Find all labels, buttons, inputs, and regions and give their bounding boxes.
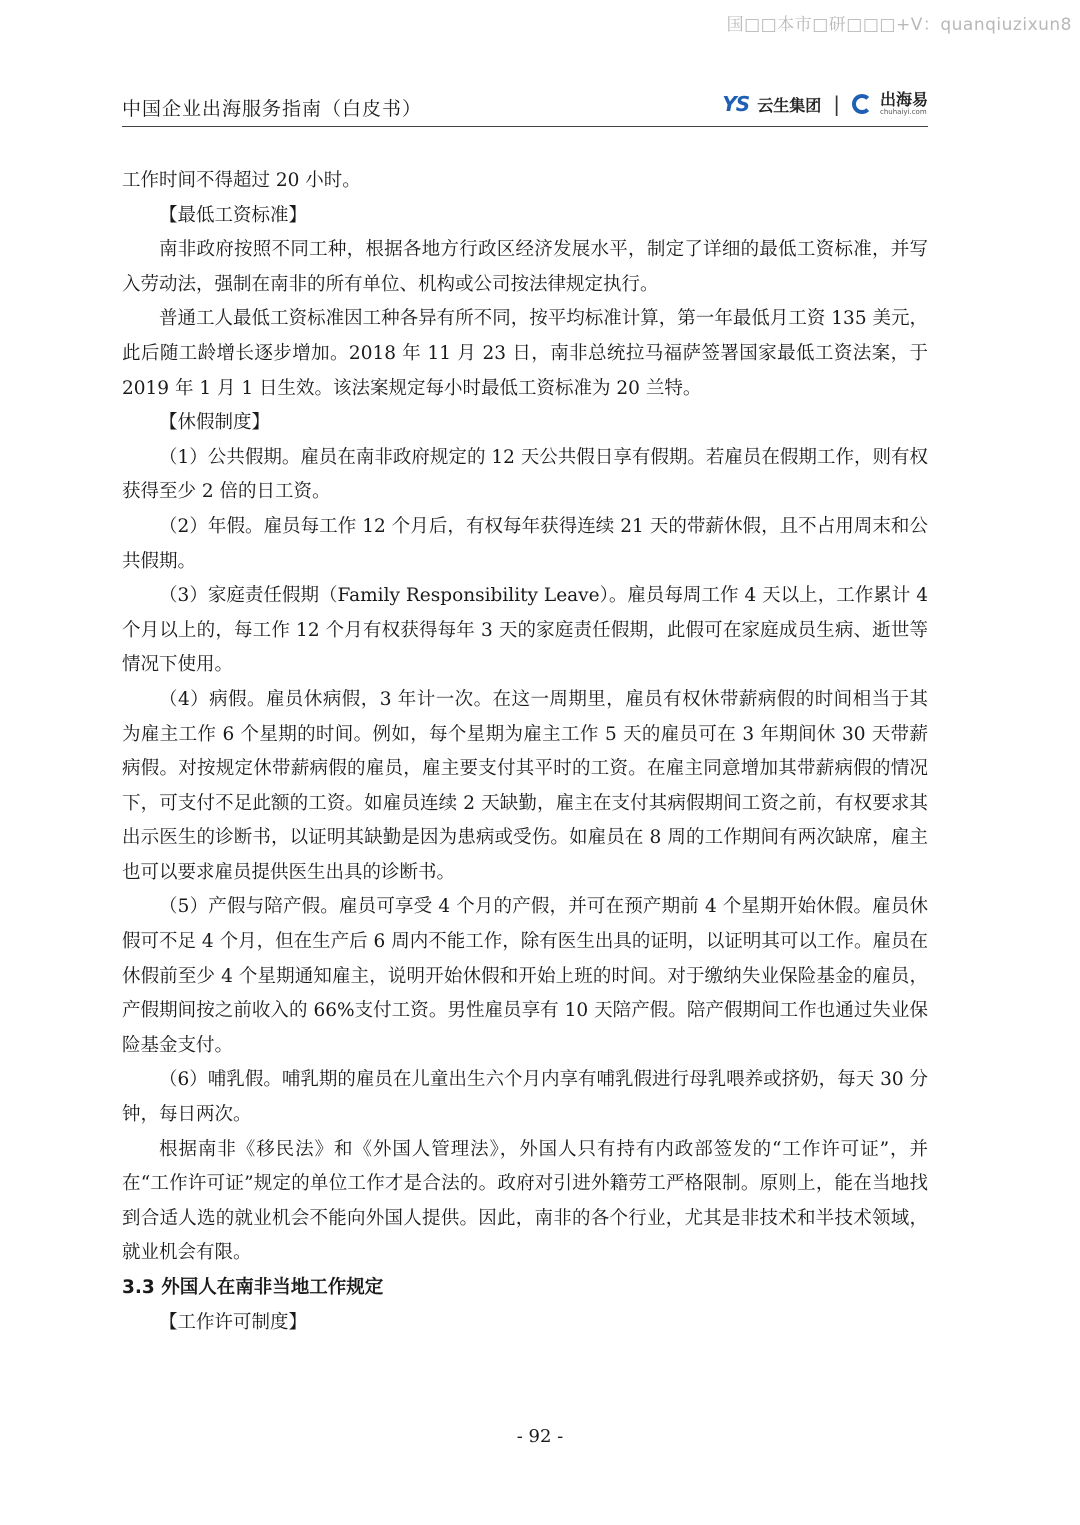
chuhaiyi-logo-icon bbox=[852, 94, 872, 114]
paragraph-continuation: 工作时间不得超过 20 小时。 bbox=[122, 170, 361, 191]
paragraph-sick-leave: （4）病假。雇员休病假，3 年计一次。在这一周期里，雇员有权休带薪病假的时间相当于其为雇主工作 6 个星期的时间。例如，每个星期为雇主工作 5 天的雇员可在 3 年期间休 30 天带薪病假。对按规定休带薪病假的雇员，雇主要支付其平时的工资。在雇主同意增加其带薪病假的情况下，可支付不足此额的工资。如雇员连续 2 天缺勤，雇主在支付其病假期间工资之前，有权要求其出示医生的诊断书，以证明其缺勤是因为患病或受伤。如雇员在 8 周的工作期间有两次缺席，雇主也可以要求雇员提供医生出具的诊断书。 bbox=[122, 688, 928, 883]
paragraph-minimum-wage-details: 普通工人最低工资标准因工种各异有所不同，按平均标准计算，第一年最低月工资 135 美元，此后随工龄增长逐步增加。2018 年 11 月 23 日，南非总统拉马福萨签署国家最低工资法案，于 2019 年 1 月 1 日生效。该法案规定每小时最低工资标准为 20 兰特。 bbox=[122, 308, 928, 399]
header-logos bbox=[722, 92, 928, 116]
paragraph-public-holidays: （1）公共假期。雇员在南非政府规定的 12 天公共假日享有假期。若雇员在假期工作，则有权获得至少 2 倍的日工资。 bbox=[122, 446, 928, 503]
paragraph-nursing-leave: （6）哺乳假。哺乳期的雇员在儿童出生六个月内享有哺乳假进行母乳喂养或挤奶，每天 30 分钟，每日两次。 bbox=[122, 1069, 928, 1126]
paragraph-work-permit-law: 根据南非《移民法》和《外国人管理法》，外国人只有持有内政部签发的“工作许可证”，并在“工作许可证”规定的单位工作才是合法的。政府对引进外籍劳工严格限制。原则上，能在当地找到合适人选的就业机会不能向外国人提供。因此，南非的各个行业，尤其是非技术和半技术领域，就业机会有限。 bbox=[122, 1138, 928, 1264]
watermark-text: 国□□本市□研□□□+V：quanqiuzixun8 bbox=[726, 15, 1072, 35]
chuhaiyi-logo-url: chuhaiyi.com bbox=[879, 108, 927, 116]
page-header bbox=[122, 88, 928, 127]
ys-logo-name: 云生集团 bbox=[757, 95, 822, 115]
paragraph-maternity-leave: （5）产假与陪产假。雇员可享受 4 个月的产假，并可在预产期前 4 个星期开始休假。雇员休假可不足 4 个月，但在生产后 6 周内不能工作，除有医生出具的证明，以证明其可以工作。雇员在休假前至少 4 个星期通知雇主，说明开始休假和开始上班的时间。对于缴纳失业保险基金的雇员，产假期间按之前收入的 66%支付工资。男性雇员享有 10 天陪产假。陪产假期间工作也通过失业保险基金支付。 bbox=[122, 896, 928, 1056]
paragraph-family-responsibility-leave: （3）家庭责任假期（Family Responsibility Leave）。雇员每周工作 4 天以上，工作累计 4 个月以上的，每工作 12 个月有权获得每年 3 天的家庭责任假期，此假可在家庭成员生病、逝世等情况下使用。 bbox=[122, 585, 928, 676]
paragraph-annual-leave: （2）年假。雇员每工作 12 个月后，有权每年获得连续 21 天的带薪休假，且不占用周末和公共假期。 bbox=[122, 515, 928, 572]
chuhaiyi-logo-name: 出海易 bbox=[879, 90, 928, 109]
logo-separator: | bbox=[833, 92, 840, 116]
chuhaiyi-logo bbox=[880, 92, 928, 116]
subheading-minimum-wage: 【最低工资标准】 bbox=[159, 204, 308, 226]
ys-logo-mark: YS bbox=[722, 92, 750, 116]
paragraph-minimum-wage-policy: 南非政府按照不同工种，根据各地方行政区经济发展水平，制定了详细的最低工资标准，并写入劳动法，强制在南非的所有单位、机构或公司按法律规定执行。 bbox=[122, 239, 928, 295]
subheading-work-permit: 【工作许可制度】 bbox=[159, 1311, 308, 1333]
header-title: 中国企业出海服务指南（白皮书） bbox=[122, 98, 423, 120]
subheading-leave-system: 【休假制度】 bbox=[159, 412, 271, 434]
section-heading: 3.3 外国人在南非当地工作规定 bbox=[122, 1277, 384, 1298]
page-number: - 92 - bbox=[516, 1426, 564, 1447]
document-body bbox=[122, 164, 928, 1340]
